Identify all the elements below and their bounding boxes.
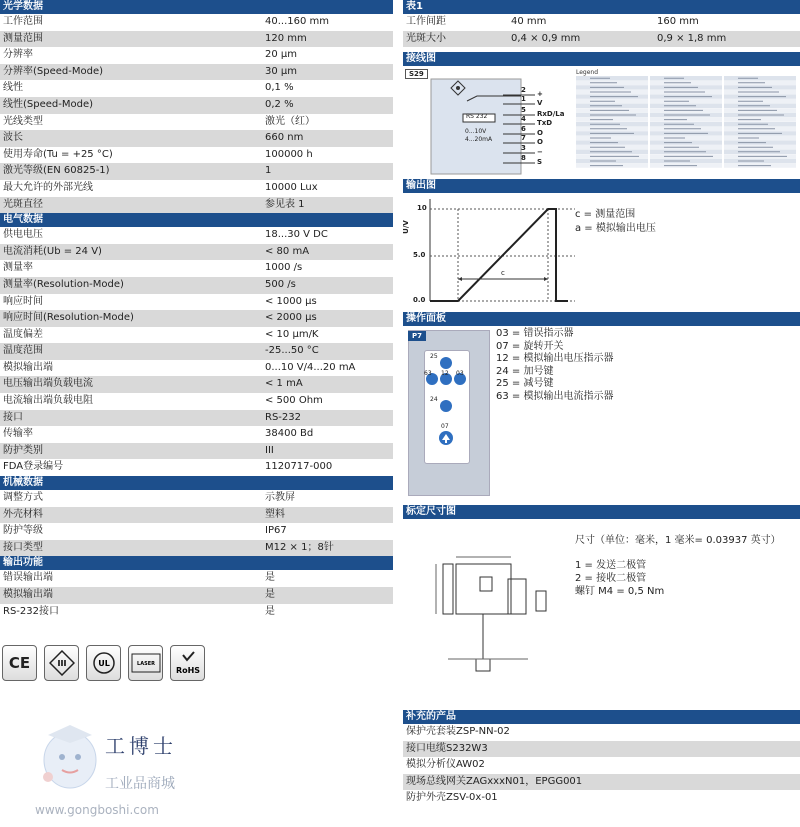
chart-y-label: U/V [401,220,410,234]
wiring-diagram [403,66,800,176]
legend-cell [576,136,648,140]
output-function-table [0,570,393,620]
table1-row [403,31,800,48]
key-12[interactable]: 12 [441,370,449,377]
spec-row [0,343,393,360]
spec-row [0,277,393,294]
spec-value: 38400 Bd [265,428,314,440]
key-07[interactable]: 07 [441,423,449,430]
output-function-header: 输出功能 [0,556,393,570]
product-item[interactable]: 保护壳套装ZSP-NN-02 [406,726,510,737]
chart-note-a: a = 模拟输出电压 [575,223,656,234]
pin-number: 2 [521,86,526,94]
spec-value: 40...160 mm [265,16,330,27]
pin-signal: O [537,129,543,137]
spec-row [0,540,393,557]
laser-class-icon [128,645,163,681]
product-item[interactable]: 接口电缆S232W3 [403,741,800,758]
spec-key: 工作范围 [3,16,43,27]
product-item[interactable]: 防护外壳ZSV-0x-01 [406,792,498,804]
spec-key: 外壳材料 [3,508,43,520]
spec-row [0,227,393,244]
spec-value: < 1000 µs [265,295,317,307]
legend-box [576,69,798,173]
spec-key: 测量率 [3,262,33,274]
spec-key: 防护等级 [3,525,43,537]
spec-key: 分辨率(Speed-Mode) [3,65,104,77]
analog-range-1: 0...10V [465,128,487,135]
legend-cell [724,136,796,140]
spec-key: 响应时间(Resolution-Mode) [3,312,134,324]
spec-value: M12 × 1；8针 [265,541,334,553]
spec-value: 1 [265,165,272,177]
spec-row [0,14,393,31]
watermark-sub: 工业品商城 [105,776,175,792]
spec-row [0,163,393,180]
panel-legend-item: 24 = 加号键 [496,365,554,377]
spec-value: 是 [265,572,275,584]
dims-note-1: 1 = 发送二极管 [575,560,647,571]
spec-key: 测量范围 [3,32,43,44]
key-63[interactable]: 63 [424,370,432,377]
spec-value: 660 nm [265,132,304,144]
spec-row [0,80,393,97]
protection-class-icon [44,645,79,681]
panel-legend-item: 03 = 错误指示器 [496,328,574,339]
spec-key: 线性 [3,82,23,94]
spec-value: < 10 µm/K [265,328,319,340]
legend-cell [724,76,796,80]
spec-key: 分辨率 [3,49,33,61]
spec-row [0,523,393,540]
spec-value: 20 µm [265,49,298,61]
spec-value: 是 [265,605,275,617]
product-item[interactable]: 模拟分析仪AW02 [406,759,485,771]
pin-number: 1 [521,95,526,103]
legend-title: Legend [576,69,599,76]
spec-key: 波长 [3,132,23,144]
wiring-code: S29 [405,69,428,79]
spec-key: 测量率(Resolution-Mode) [3,278,124,290]
certification-badges [2,645,205,681]
rohs-icon [170,645,205,681]
spec-value: 塑料 [265,508,285,520]
key-25[interactable]: 25 [430,353,438,360]
spec-value: < 500 Ohm [265,395,323,407]
pin-signal: TxD [537,119,553,127]
dims-note-3: 螺钉 M4 = 0,5 Nm [575,586,665,597]
spec-key: 温度偏差 [3,328,43,340]
spec-value: < 2000 µs [265,312,317,324]
svg-text:UL: UL [97,659,110,668]
spec-row [0,410,393,427]
panel-legend-item: 63 = 模拟输出电流指示器 [496,390,614,402]
spec-value: 120 mm [265,32,307,44]
spec-value: 示教屏 [265,492,295,504]
spec-value: III [265,444,274,456]
table1-cell: 0,4 × 0,9 mm [511,32,581,44]
spec-key: RS-232接口 [3,605,59,617]
spec-key: 供电电压 [3,229,43,241]
pin-signal: RxD/La [537,110,565,118]
spec-row [0,31,393,48]
spec-row [0,294,393,311]
spec-key: 接口 [3,411,23,423]
spec-value: 0,1 % [265,82,294,94]
spec-row [0,507,393,524]
pin-signal: S [537,158,543,166]
spec-row [0,393,393,410]
ul-listed-icon [86,645,121,681]
spec-row [0,587,393,604]
spec-key: 错误输出端 [3,572,53,584]
key-03[interactable]: 03 [456,370,464,377]
chart-ytick-10: 10 [417,204,427,212]
spec-key: 光斑直径 [3,198,43,210]
pin-signal: − [537,148,543,156]
spec-key: 最大允许的外部光线 [3,181,93,193]
spec-value: 1120717-000 [265,461,333,473]
pin-number: 8 [521,154,526,162]
spec-row [0,130,393,147]
dims-note-2: 2 = 接收二极管 [575,573,647,584]
electrical-data-table [0,227,393,476]
analog-range-2: 4...20mA [465,136,493,143]
spec-row [0,64,393,81]
product-item[interactable]: 现场总线网关ZAGxxxN01，EPGG001 [403,774,800,791]
wiring-header: 接线图 [403,52,800,66]
spec-value: 30 µm [265,65,298,77]
mechanical-data-header: 机械数据 [0,476,393,490]
rs232-label: RS 232 [466,113,488,120]
chart-ytick-5: 5.0 [413,251,426,259]
spec-row [0,47,393,64]
spec-key: 模拟输出端 [3,589,53,600]
spec-key: 温度范围 [3,345,43,357]
spec-value: < 80 mA [265,245,310,257]
spec-value: 激光（红） [265,115,315,127]
legend-cell [576,76,648,80]
watermark [30,715,230,825]
products-header: 补充的产品 [403,710,800,724]
spec-value: -25...50 °C [265,345,319,357]
spec-value: 是 [265,589,275,600]
spec-row [0,114,393,131]
table1-cell: 40 mm [511,16,547,27]
table1-cell: 160 mm [657,16,699,27]
spec-key: 电流消耗(Ub = 24 V) [3,245,102,257]
electrical-data-header: 电气数据 [0,213,393,227]
optical-data-table [0,14,393,213]
watermark-name: 工博士 [105,734,177,758]
panel-legend-item: 07 = 旋转开关 [496,340,564,352]
legend-cell [650,76,722,80]
pin-number: 3 [521,144,526,152]
spec-key: 线性(Speed-Mode) [3,98,94,110]
table1-header: 表1 [403,0,800,14]
chart-ytick-0: 0.0 [413,296,426,304]
spec-key: FDA登录编号 [3,461,64,473]
spec-value: IP67 [265,525,287,537]
spec-row [0,570,393,587]
spec-value: RS-232 [265,411,301,423]
spec-row [0,180,393,197]
svg-text:III: III [57,659,66,668]
mechanical-data-table [0,490,393,556]
pin-signal: + [537,90,543,98]
spec-value: 500 /s [265,278,296,290]
pin-number: 7 [521,134,526,142]
spec-key: 接口类型 [3,541,43,553]
spec-key: 光线类型 [3,115,43,127]
spec-key: 激光等级(EN 60825-1) [3,165,110,177]
chart-c-label: c [501,269,505,277]
key-24[interactable]: 24 [430,396,438,403]
left-column [0,0,393,620]
table1 [403,14,800,47]
spec-value: 1000 /s [265,262,303,274]
pin-number: 6 [521,125,526,133]
spec-value: 18...30 V DC [265,229,328,241]
pin-signal: V [537,99,543,107]
spec-key: 传输率 [3,428,33,440]
legend-table [576,76,798,172]
svg-text:LASER: LASER [136,661,155,667]
dims-unit: 尺寸（单位：毫米，1 毫米= 0.03937 英寸） [575,535,781,546]
right-column [403,0,800,807]
panel-legend-item: 25 = 减号键 [496,378,554,389]
pin-number: 5 [521,106,526,114]
spec-key: 电流输出端负载电阻 [3,395,93,407]
ce-mark-icon: CE [2,645,37,681]
table1-cell: 工作间距 [406,16,446,27]
legend-cell [650,136,722,140]
spec-value: < 1 mA [265,378,303,390]
optical-data-header: 光学数据 [0,0,393,14]
spec-key: 防护类别 [3,444,43,456]
operation-panel [403,326,800,502]
pin-number: 4 [521,115,526,123]
spec-row [0,443,393,460]
spec-row [0,327,393,344]
spec-row [0,459,393,476]
mascot-icon [30,715,110,805]
spec-key: 使用寿命(Tu = +25 °C) [3,148,113,160]
spec-value: 0,2 % [265,98,294,110]
products-list [403,724,800,807]
table1-cell: 光斑大小 [406,32,446,44]
spec-row [0,260,393,277]
spec-row [0,360,393,377]
watermark-url: www.gongboshi.com [35,803,159,817]
output-chart-header: 输出图 [403,179,800,193]
spec-row [0,197,393,214]
spec-key: 电压输出端负载电流 [3,378,93,390]
svg-text:RoHS: RoHS [175,666,200,675]
spec-row [0,604,393,621]
spec-row [0,244,393,261]
output-chart [403,193,800,307]
table1-cell: 0,9 × 1,8 mm [657,32,727,44]
spec-row [0,376,393,393]
spec-key: 响应时间 [3,295,43,307]
dims-header: 标定尺寸图 [403,505,800,519]
spec-row [0,490,393,507]
spec-value: 0...10 V/4...20 mA [265,361,356,373]
spec-row [0,310,393,327]
spec-row [0,97,393,114]
panel-header: 操作面板 [403,312,800,326]
pin-signal: O [537,138,543,146]
spec-value: 100000 h [265,148,313,160]
spec-value: 参见表 1 [265,198,305,210]
panel-legend-item: 12 = 模拟输出电压指示器 [496,353,614,364]
dimension-drawing [403,519,800,697]
spec-row [0,147,393,164]
spec-key: 调整方式 [3,492,43,504]
chart-note-c: c = 测量范围 [575,209,636,220]
spec-key: 模拟输出端 [3,361,53,373]
panel-legend [496,328,613,403]
spec-row [0,426,393,443]
spec-value: 10000 Lux [265,181,318,193]
table1-row [403,14,800,31]
panel-code: P7 [408,331,426,341]
